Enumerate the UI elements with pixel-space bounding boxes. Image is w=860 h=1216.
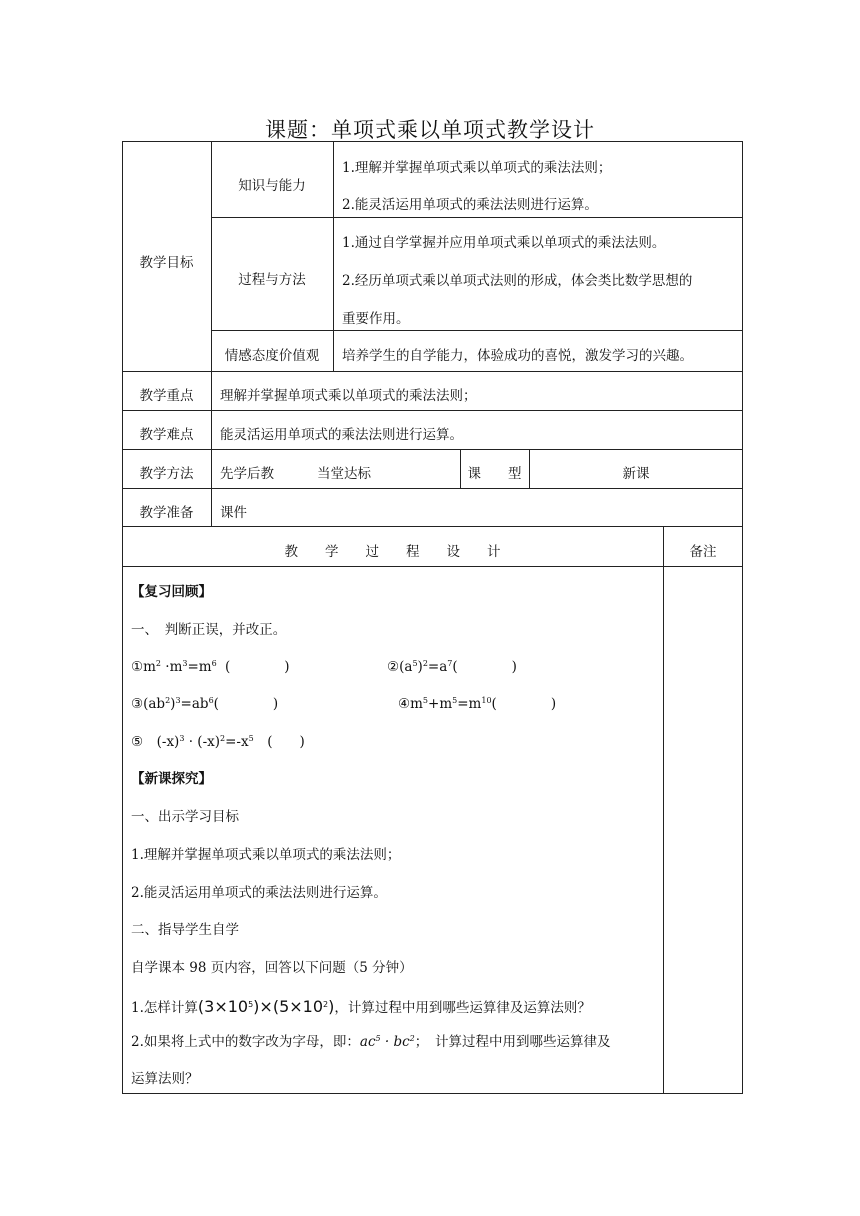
key-point-label: 教学重点 (139, 388, 194, 404)
review-heading: 【复习回顾】 (131, 584, 212, 600)
process-design-header: 教 学 过 程 设 计 (284, 544, 501, 560)
key-point-text: 理解并掌握单项式乘以单项式的乘法法则； (220, 388, 477, 404)
study-question-1: 1.怎样计算$(3\times 10^5)\times(5\times 10^2)$，计算过程中用到哪些运算律及运算法则？ (131, 997, 591, 1016)
goal-1: 1.理解并掌握单项式乘以单项式的乘法法则； (131, 847, 401, 863)
process-item-3: 重要作用。 (342, 311, 410, 327)
emotion-label: 情感态度价值观 (224, 348, 320, 364)
method-label: 教学方法 (139, 466, 194, 482)
prep-label: 教学准备 (139, 505, 194, 521)
prep-text: 课件 (220, 505, 247, 521)
process-item-2: 2.经历单项式乘以单项式法则的形成，体会类比数学思想的 (342, 273, 693, 289)
method-text-2: 当堂达标 (317, 466, 371, 482)
difficulty-text: 能灵活运用单项式的乘法法则进行运算。 (220, 427, 463, 443)
method-text-1: 先学后教 (220, 466, 274, 482)
section-1-heading: 一、出示学习目标 (131, 809, 239, 825)
goal-2: 2.能灵活运用单项式的乘法法则进行运算。 (131, 885, 387, 901)
knowledge-item-1: 1.理解并掌握单项式乘以单项式的乘法法则； (342, 160, 612, 176)
study-question-2-continued: 运算法则？ (131, 1071, 199, 1087)
expression-letter-product: $ac^5 \cdot bc^2$ (359, 1034, 415, 1050)
knowledge-label: 知识与能力 (238, 178, 306, 194)
review-question-1: $①m^2 \cdot m^3=m^6$ ( ) (131, 659, 290, 675)
process-label: 过程与方法 (238, 272, 306, 288)
lesson-type-value: 新课 (622, 466, 650, 482)
new-lesson-heading: 【新课探究】 (131, 771, 212, 787)
knowledge-item-2: 2.能灵活运用单项式的乘法法则进行运算。 (342, 197, 598, 213)
difficulty-label: 教学难点 (139, 427, 194, 443)
page-title: 课题：单项式乘以单项式教学设计 (265, 118, 595, 142)
emotion-text: 培养学生的自学能力，体验成功的喜悦，激发学习的兴趣。 (342, 348, 693, 364)
notes-header: 备注 (689, 544, 717, 560)
review-question-2: $②(a^5)^2=a^7$( ) (387, 659, 517, 675)
section-2-heading: 二、指导学生自学 (131, 922, 239, 938)
review-question-4: $④m^5+m^5=m^{10}$( ) (398, 696, 557, 712)
study-question-2: 2.如果将上式中的数字改为字母，即：$ac^5 \cdot bc^2$； 计算过程中用到哪些运算律及 (131, 1034, 611, 1050)
self-study-instruction: 自学课本 98 页内容，回答以下问题（5 分钟） (131, 960, 413, 976)
review-question-3: $③(ab^2)^3=ab^6$( ) (131, 696, 279, 712)
review-subheading: 一、 判断正误，并改正。 (131, 622, 287, 638)
objectives-label: 教学目标 (139, 255, 194, 271)
process-item-1: 1.通过自学掌握并应用单项式乘以单项式的乘法法则。 (342, 235, 666, 251)
lesson-type-label: 课 型 (467, 466, 522, 482)
review-question-5: ⑤ $(-x)^3 \cdot (-x)^2=-x^5$ ( ) (131, 734, 305, 750)
expression-scientific-product: $(3\times 10^5)\times(5\times 10^2)$ (197, 997, 335, 1016)
